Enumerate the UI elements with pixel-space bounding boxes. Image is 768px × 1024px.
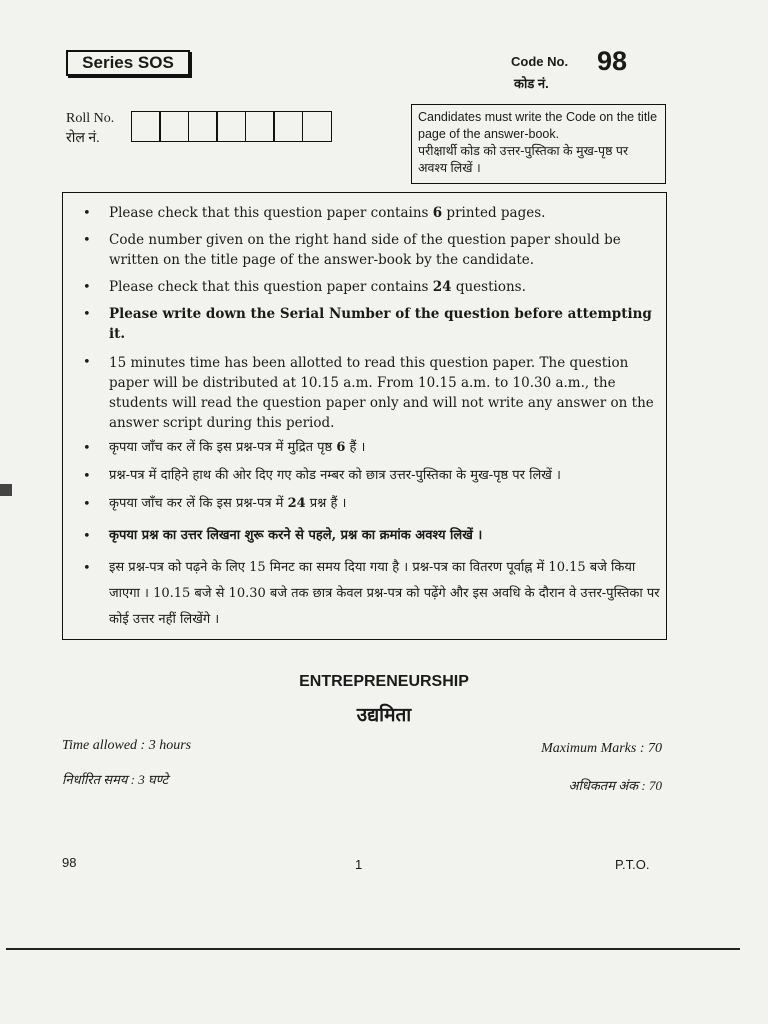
instruction-item-hindi: प्रश्न-पत्र में दाहिने हाथ की ओर दिए गए कोड नम्बर को छात्र उत्तर-पुस्तिका के मुख-पृष्ठ पर लिखें । (109, 468, 561, 483)
instruction-item: Code number given on the right hand side of the question paper should be written on the title page of the answer-book by the candidate. (109, 232, 621, 268)
subject-title: ENTREPRENEURSHIP (299, 673, 469, 690)
maximum-marks: Maximum Marks : 70 (541, 741, 662, 756)
instruction-item-hindi: कृपया जाँच कर लें कि इस प्रश्न-पत्र में मुद्रित पृष्ठ 6 हैं । (109, 440, 366, 455)
instruction-item-hindi: कृपया जाँच कर लें कि इस प्रश्न-पत्र में 24 प्रश्न हैं । (109, 496, 347, 511)
time-allowed: Time allowed : 3 hours (62, 738, 192, 753)
bullet-icon: • (83, 441, 91, 456)
roll-number-cell[interactable] (188, 111, 218, 142)
bullet-icon: • (83, 355, 91, 370)
instruction-item: 15 minutes time has been allotted to read this question paper. The question paper will be distributed at 10.15 a.m. From 10.15 a.m. to 10.30 a.m., the students will read the question paper only and will not write any answer on the answer script during this period. (109, 355, 654, 431)
bullet-icon: • (83, 206, 91, 221)
roll-number-cell[interactable] (159, 111, 189, 142)
code-label-hindi: कोड नं. (514, 76, 549, 91)
footer-rule (6, 948, 740, 950)
bullet-icon: • (83, 233, 91, 248)
instruction-item-hindi: कृपया प्रश्न का उत्तर लिखना शुरू करने से पहले, प्रश्न का क्रमांक अवश्य लिखें । (109, 528, 483, 543)
subject-title-hindi: उद्यमिता (356, 705, 412, 726)
footer-code: 98 (62, 855, 77, 870)
instruction-item: Please check that this question paper contains 6 printed pages. (109, 205, 546, 221)
please-turn-over: P.T.O. (615, 857, 650, 872)
series-label: Series SOS (66, 50, 190, 76)
page-number: 1 (355, 857, 363, 872)
roll-number-cell[interactable] (302, 111, 332, 142)
code-note-english: Candidates must write the Code on the title page of the answer-book. (418, 110, 658, 141)
bullet-icon: • (83, 280, 91, 295)
bullet-icon: • (83, 529, 91, 544)
scan-edge-mark (0, 484, 12, 496)
roll-number-cell[interactable] (216, 111, 246, 142)
time-allowed-hindi: निर्धारित समय : 3 घण्टे (62, 772, 169, 787)
roll-number-label: Roll No. (66, 111, 115, 126)
code-note-box (411, 104, 666, 184)
code-label: Code No. (511, 54, 569, 69)
code-note-hindi: परीक्षार्थी कोड को उत्तर-पुस्तिका के मुख-पृष्ठ पर अवश्य लिखें । (418, 144, 629, 175)
roll-number-cell[interactable] (131, 111, 161, 142)
roll-number-cell[interactable] (273, 111, 303, 142)
bullet-icon: • (83, 561, 91, 576)
maximum-marks-hindi: अधिकतम अंक : 70 (568, 778, 662, 793)
roll-number-cell[interactable] (245, 111, 275, 142)
instruction-item-hindi: इस प्रश्न-पत्र को पढ़ने के लिए 15 मिनट का समय दिया गया है । प्रश्न-पत्र का वितरण पूर्वाह्न में 10.15 बजे किया जाएगा । 10.15 बजे से 10.30 बजे तक छात्र केवल प्रश्न-पत्र को पढ़ेंगे और इस अवधि के दौरान वे उत्तर-पुस्तिका पर कोई उत्तर नहीं लिखेंगे । (109, 560, 660, 627)
instruction-item: Please write down the Serial Number of the question before attempting it. (109, 306, 652, 342)
bullet-icon: • (83, 469, 91, 484)
instructions-box (62, 192, 667, 640)
roll-number-boxes (132, 111, 332, 142)
bullet-icon: • (83, 497, 91, 512)
code-number: 98 (597, 46, 628, 76)
instruction-item: Please check that this question paper contains 24 questions. (109, 279, 526, 295)
roll-number-label-hindi: रोल नं. (66, 131, 100, 146)
bullet-icon: • (83, 307, 91, 322)
